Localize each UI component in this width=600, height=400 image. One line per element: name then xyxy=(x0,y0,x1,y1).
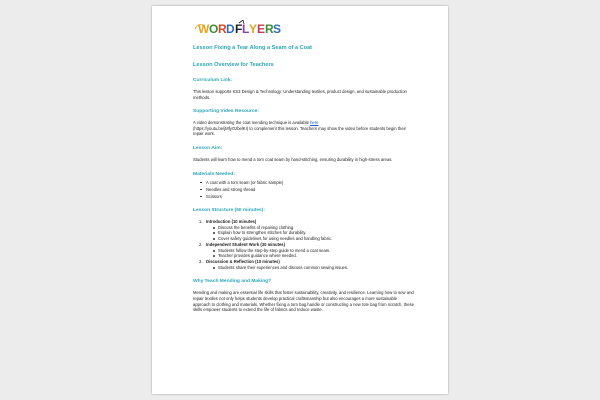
lesson-subtitle: Lesson Overview for Teachers xyxy=(193,62,274,68)
list-item: Students share their experiences and discuss common sewing issues. xyxy=(218,265,415,271)
why-heading: Why Teach Mending and Making? xyxy=(193,279,272,285)
why-text: Mending and making are essential life skills that foster sustainability, creativity, and resilience. Learning how to sew and repair textiles not only helps students develop practical craftsmanship but also encourages a more sustainable approach to clothing and materials. Whether fixing a torn bag handle or constructing a new tote bag from scratch, these skills empower students to extend the life of fabrics and reduce waste. xyxy=(193,290,414,313)
video-paragraph xyxy=(193,120,415,137)
section-items xyxy=(206,248,415,259)
svg-text:S: S xyxy=(273,22,282,36)
svg-text:W: W xyxy=(198,22,210,36)
section-number: 1. xyxy=(199,219,203,225)
document-page xyxy=(152,6,448,394)
svg-text:O: O xyxy=(209,22,219,36)
aim-heading: Lesson Aim: xyxy=(193,145,223,151)
materials-list xyxy=(193,180,415,200)
structure-list xyxy=(193,219,415,270)
section-number: 3. xyxy=(199,259,203,265)
curriculum-text: This lesson supports KS3 Design & Technology: Understanding textiles, product design, and sustainable production methods. xyxy=(193,89,407,100)
list-item: Scissors xyxy=(206,194,415,200)
svg-text:Y: Y xyxy=(249,22,258,36)
svg-text:R: R xyxy=(265,22,274,36)
video-text-after: to complement this lesson. Teachers may show the video before students begin their repair work. xyxy=(193,125,406,137)
structure-section xyxy=(199,259,415,270)
video-url-text: (https://youtu.be/jMfyOzbelKI) xyxy=(193,125,249,131)
svg-text:L: L xyxy=(242,22,250,36)
wordflyers-logo xyxy=(195,20,285,36)
structure-section xyxy=(199,242,415,259)
document-content xyxy=(193,20,415,313)
list-item: Cover safety guidelines for using needles and handling fabric. xyxy=(218,236,415,242)
section-items xyxy=(206,265,415,271)
section-title: Introduction (10 minutes) xyxy=(206,219,257,225)
section-title: Discussion & Reflection (10 minutes) xyxy=(206,259,280,265)
section-number: 2. xyxy=(199,242,203,247)
svg-text:F: F xyxy=(235,22,243,36)
structure-section xyxy=(199,219,415,241)
aim-text: Students will learn how to mend a torn coat seam by hand-stitching, ensuring durability in high-stress areas. xyxy=(193,156,393,162)
list-item: A coat with a torn seam (or fabric sample) xyxy=(206,180,415,186)
list-item: Needles and strong thread xyxy=(206,187,415,193)
list-item: Explain how to strengthen stitches for durability. xyxy=(218,230,415,236)
list-item: Discuss the benefits of repairing clothing. xyxy=(218,225,415,231)
lesson-title: Lesson Fixing a Tear Along a Seam of a Coat xyxy=(193,45,313,51)
svg-text:R: R xyxy=(218,22,227,36)
video-heading: Supporting Video Resource: xyxy=(193,109,259,115)
svg-text:E: E xyxy=(257,22,266,36)
section-items xyxy=(206,225,415,242)
structure-heading: Lesson Structure (50 minutes): xyxy=(193,208,266,214)
svg-text:D: D xyxy=(226,22,235,36)
video-text-before: A video demonstrating the coat mending technique is available xyxy=(193,120,311,126)
curriculum-heading: Curriculum Link: xyxy=(193,78,233,83)
section-title: Independent Student Work (30 minutes) xyxy=(206,242,286,247)
materials-heading: Materials Needed: xyxy=(193,171,235,177)
video-link[interactable]: here xyxy=(310,120,319,126)
list-item: Students follow the step-by-step guide to mend a coat seam. xyxy=(218,248,415,254)
list-item: Teacher provides guidance where needed. xyxy=(218,253,415,259)
